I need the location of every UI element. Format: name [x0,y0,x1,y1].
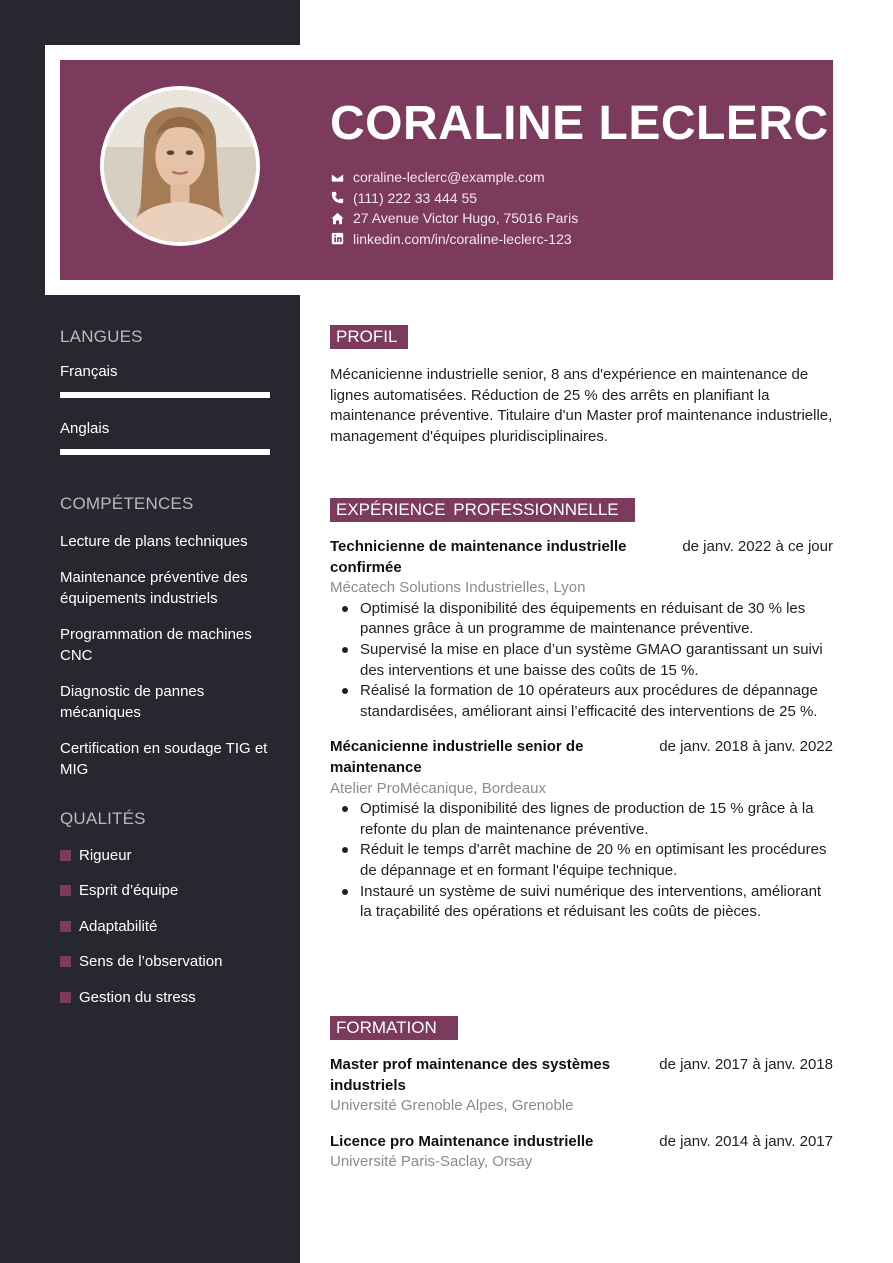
bullet-item: Optimisé la disponibilité des lignes de production de 15 % grâce à la refonte du plan de maintenance préventive. [330,799,833,840]
degree-title: Licence pro Maintenance industrielle [330,1132,594,1150]
skills-section [60,494,275,780]
quality-item [60,951,275,973]
contact-address [330,208,578,229]
square-bullet-icon [60,885,71,896]
education-entry [330,1132,833,1173]
contact-email[interactable] [330,167,578,188]
quality-label: Adaptabilité [79,917,158,935]
quality-label: Esprit d’équipe [79,882,179,900]
education-date: de janv. 2014 à janv. 2017 [659,1132,833,1150]
contact-linkedin[interactable] [330,229,578,250]
languages-title: LANGUES [60,327,143,346]
job-company: Mécatech Solutions Industrielles, Lyon [330,579,586,597]
phone-icon [330,191,345,204]
language-name: Anglais [60,420,110,437]
education-title: FORMATION [330,1016,458,1040]
experience-section [330,498,833,923]
portrait-image [104,90,256,242]
contact-phone-text: (111) 222 33 444 55 [353,189,478,206]
skill-item: Diagnostic de pannes mécaniques [60,683,205,721]
job-entry [330,537,833,722]
degree-title: Master prof maintenance des systèmes industriels [330,1056,611,1094]
home-icon [330,212,345,225]
skill-item: Programmation de machines CNC [60,626,252,664]
skill-item: Certification en soudage TIG et MIG [60,740,268,778]
envelope-icon [330,171,345,184]
language-level-bar [60,392,270,398]
qualities-title: QUALITÉS [60,809,146,828]
quality-label: Sens de l’observation [79,953,223,971]
quality-label: Rigueur [79,846,132,864]
job-title: Technicienne de maintenance industrielle confirmée [330,538,627,576]
job-company: Atelier ProMécanique, Bordeaux [330,779,546,797]
languages-section [60,327,275,455]
contact-list [330,167,578,249]
bullet-item: Instauré un système de suivi numérique des interventions, améliorant la traçabilité des opérations et réduisant les coûts de pièces. [330,882,833,923]
language-item [60,420,275,455]
education-school: Université Grenoble Alpes, Grenoble [330,1097,574,1115]
job-date: de janv. 2018 à janv. 2022 [659,738,833,756]
language-item [60,363,275,398]
job-title: Mécanicienne industrielle senior de maintenance [330,738,584,776]
education-school: Université Paris-Saclay, Orsay [330,1153,533,1171]
profile-title: PROFIL [330,325,408,349]
education-header [330,1055,833,1096]
skill-item: Maintenance préventive des équipements industriels [60,569,248,607]
job-bullets [330,799,833,923]
bullet-item: Réalisé la formation de 10 opérateurs aux procédures de dépannage standardisées, améliorant ainsi l’efficacité des interventions de 25 %. [330,681,833,722]
job-header [330,737,833,778]
skills-title: COMPÉTENCES [60,494,194,513]
job-entry [330,737,833,922]
candidate-name: CORALINE LECLERC [330,97,829,150]
contact-linkedin-text: linkedin.com/in/coraline-leclerc-123 [353,230,572,247]
square-bullet-icon [60,850,71,861]
language-level-bar [60,449,270,455]
quality-item [60,986,275,1008]
education-header [330,1132,833,1153]
language-name: Français [60,363,118,380]
linkedin-icon [330,232,345,245]
bullet-item: Optimisé la disponibilité des équipements en réduisant de 30 % les pannes grâce à un programme de maintenance préventive. [330,599,833,640]
square-bullet-icon [60,956,71,967]
quality-item [60,880,275,902]
profile-text: Mécanicienne industrielle senior, 8 ans d'expérience en maintenance de lignes automatisées. Réduction de 25 % des arrêts en planifiant la maintenance préventive. Titulaire d'un Master prof maintenance industrielle, management d'équipes pluridisciplinaires. [330,366,833,445]
education-entry [330,1055,833,1117]
quality-label: Gestion du stress [79,988,196,1006]
experience-title: EXPÉRIENCE PROFESSIONNELLE [330,498,635,522]
qualities-section [60,809,275,1008]
bullet-item: Réduit le temps d'arrêt machine de 20 % en optimisant les procédures de dépannage et en formant l'équipe technique. [330,840,833,881]
contact-address-text: 27 Avenue Victor Hugo, 75016 Paris [353,210,579,227]
job-header [330,537,833,578]
square-bullet-icon [60,992,71,1003]
quality-item [60,844,275,866]
job-bullets [330,599,833,723]
profile-photo [100,86,260,246]
contact-phone[interactable] [330,188,578,209]
contact-email-text: coraline-leclerc@example.com [353,169,545,186]
square-bullet-icon [60,921,71,932]
skill-item: Lecture de plans techniques [60,533,248,550]
job-date: de janv. 2022 à ce jour [682,538,833,555]
education-section [330,1016,833,1173]
bullet-item: Supervisé la mise en place d’un système GMAO garantissant un suivi des interventions et une baisse des coûts de 15 %. [330,640,833,681]
education-date: de janv. 2017 à janv. 2018 [659,1056,833,1073]
quality-item [60,915,275,937]
profile-section [330,325,833,447]
